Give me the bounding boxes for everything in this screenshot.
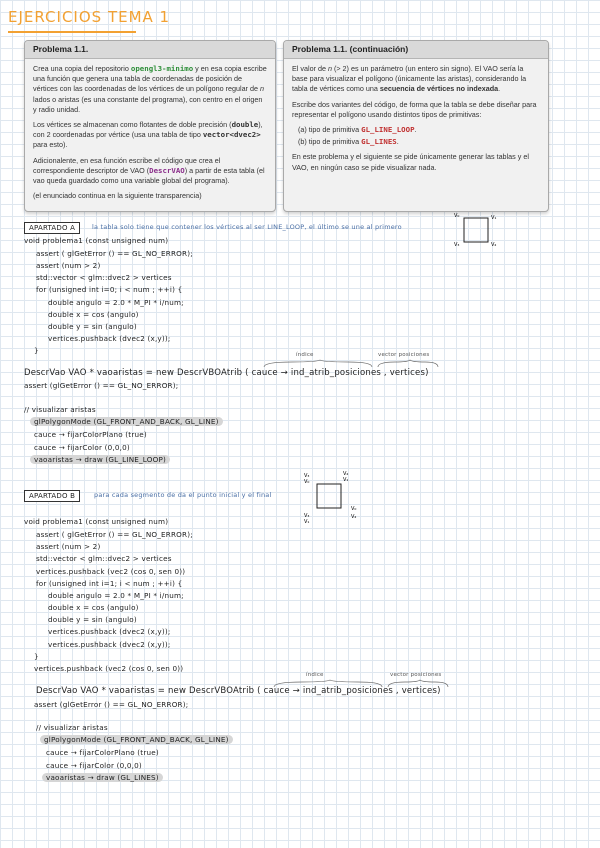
apartado-a-note: la tabla solo tiene que contener los vértices al ser LINE_LOOP, el último se une al primero [92, 223, 402, 231]
page-title: EJERCICIOS TEMA 1 [8, 8, 171, 26]
code-line: assert (glGetError () == GL_NO_ERROR); [24, 381, 179, 390]
problem-paragraph-4: (el enunciado continua en la siguiente transparencia) [33, 191, 202, 201]
code-line: void problema1 (const unsigned num) [24, 517, 169, 526]
vertex-label: V₀ [454, 213, 460, 219]
code-line: assert (num > 2) [36, 261, 101, 270]
code-line-highlight: vaoaristas → draw (GL_LINE_LOOP) [30, 455, 170, 464]
vertex-label: V₀ [304, 479, 310, 485]
code-comment: // visualizar aristas [36, 723, 108, 732]
problem-paragraph-2: Los vértices se almacenan como flotantes de doble precisión (double), con 2 coordenadas por vértice (usa una tabla de tipo vector<dvec2> para esto). [33, 120, 263, 150]
vertex-label: V₁ [304, 519, 310, 525]
vao-line: DescrVao VAO * vaoaristas = new DescrVBOAtrib ( cauce → ind_atrib_posiciones , vertices) [24, 368, 429, 378]
title-underline [8, 31, 136, 33]
vertex-label: V₁ [491, 215, 497, 221]
problem-box-1 [24, 40, 276, 212]
code-comment: // visualizar aristas [24, 405, 96, 414]
code-line: double x = cos (angulo) [48, 603, 139, 612]
repo-name: opengl3-minimo [130, 64, 194, 73]
vertex-label: V₀ [351, 506, 357, 512]
vertex-label: V₂ [351, 514, 357, 520]
code-line: cauce → fijarColorPlano (true) [34, 430, 147, 439]
annotation-label: vector posiciones [390, 672, 442, 678]
code-line-highlight: glPolygonMode (GL_FRONT_AND_BACK, GL_LINE) [40, 735, 233, 744]
problem-paragraph-3: En este problema y el siguiente se pide únicamente generar las tablas y el VAO, en ningún caso se pide visualizar nada. [292, 152, 529, 172]
code-line: assert (num > 2) [36, 542, 101, 551]
code-line: vertices.pushback (dvec2 (x,y)); [48, 640, 171, 649]
annotation-braces [262, 360, 442, 368]
polygon-square [464, 218, 488, 242]
code-line: double y = sin (angulo) [48, 615, 137, 624]
square-diagram-a [452, 212, 512, 252]
code-line: std::vector < glm::dvec2 > vertices [36, 273, 172, 282]
code-line: vertices.pushback (dvec2 (x,y)); [48, 627, 171, 636]
code-line: std::vector < glm::dvec2 > vertices [36, 554, 172, 563]
problem-paragraph-2: Escribe dos variantes del código, de forma que la tabla se debe diseñar para representar el polígono usando distintos tipos de primitivas: [292, 99, 537, 119]
code-line: cauce → fijarColorPlano (true) [46, 748, 159, 757]
code-line: void problema1 (const unsigned num) [24, 236, 169, 245]
list-item: (b) tipo de primitiva GL_LINES. [298, 137, 399, 147]
code-line: vertices.pushback (vec2 (cos 0, sen 0)) [34, 664, 184, 673]
apartado-b-label: APARTADO B [24, 490, 80, 502]
problem-box-2 [283, 40, 549, 212]
problem-header: Problema 1.1. (continuación) [284, 41, 548, 59]
vertex-label: V₃ [304, 513, 310, 519]
apartado-b-note: para cada segmento de da el punto inicial y el final [94, 491, 272, 499]
annotation-label: vector posiciones [378, 352, 430, 358]
code-line: for (unsigned int i=0; i < num ; ++i) { [36, 285, 183, 294]
code-line: double x = cos (angulo) [48, 310, 139, 319]
code-line: double y = sin (angulo) [48, 322, 137, 331]
code-line: vertices.pushback (dvec2 (x,y)); [48, 334, 171, 343]
problem-header: Problema 1.1. [25, 41, 275, 59]
code-line: vertices.pushback (vec2 (cos 0, sen 0)) [36, 567, 186, 576]
vertex-label: V₃ [304, 473, 310, 479]
vertex-label: V₁ [343, 477, 349, 483]
vertex-label: V₃ [454, 242, 460, 248]
code-line: assert ( glGetError () == GL_NO_ERROR); [36, 249, 193, 258]
problem-paragraph-3: Adicionalente, en esa función escribe el código que crea el correspondiente descriptor de VAO (DescrVAO) a partir de esta tabla (el vao queda guardado como una variable global del programa). [33, 155, 265, 186]
annotation-label: índice [306, 672, 324, 678]
code-line: cauce → fijarColor (0,0,0) [46, 761, 142, 770]
code-line: for (unsigned int i=1; i < num ; ++i) { [36, 579, 183, 588]
square-diagram-b [302, 470, 372, 526]
code-line-highlight: glPolygonMode (GL_FRONT_AND_BACK, GL_LINE) [30, 417, 223, 426]
primitive-list [292, 125, 540, 147]
code-line: double angulo = 2.0 * M_PI * i/num; [48, 591, 184, 600]
code-line: } [34, 652, 39, 661]
problem-paragraph-1: Crea una copia del repositorio opengl3-minimo y en esa copia escribe una función que genera una tabla de coordenadas de posición de vértices con las coordenadas de los vértices de un polígono regular de n lados o aristas (es una constante del programa), con centro en el origen y radio unidad. [33, 64, 267, 114]
problem-paragraph-1: El valor de n (> 2) es un parámetro (un entero sin signo). El VAO sería la base para visualizar el polígono (únicamente las aristas), considerando la tabla de vértices como una secuencia de vértices no indexada. [292, 64, 527, 94]
apartado-a-label: APARTADO A [24, 222, 80, 234]
code-line: cauce → fijarColor (0,0,0) [34, 443, 130, 452]
vertex-label: V₂ [491, 242, 497, 248]
list-item: (a) tipo de primitiva GL_LINE_LOOP. [298, 125, 417, 135]
vao-line: DescrVao VAO * vaoaristas = new DescrVBOAtrib ( cauce → ind_atrib_posiciones , vertices) [36, 686, 441, 696]
code-line: assert ( glGetError () == GL_NO_ERROR); [36, 530, 193, 539]
code-line-highlight: vaoaristas → draw (GL_LINES) [42, 773, 163, 782]
code-line: } [34, 346, 39, 355]
annotation-label: índice [296, 352, 314, 358]
vertex-label: V₂ [343, 471, 349, 477]
code-line: assert (glGetError () == GL_NO_ERROR); [34, 700, 189, 709]
polygon-square [317, 484, 341, 508]
code-line: double angulo = 2.0 * M_PI * i/num; [48, 298, 184, 307]
